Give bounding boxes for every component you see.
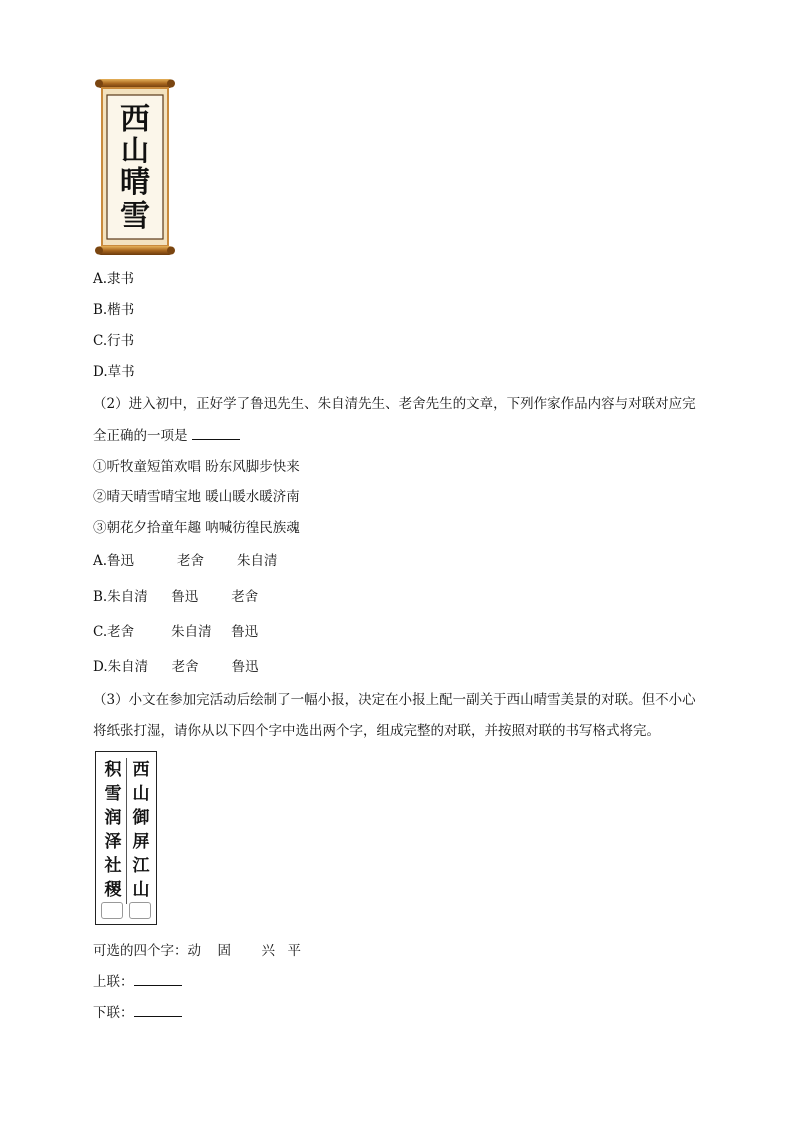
q2-stem-text: 全正确的一项是 [93, 428, 188, 444]
q3-stem-line1: （3）小文在参加完活动后绘制了一幅小报，决定在小报上配一副关于西山晴雪美景的对联。但不小心 [93, 692, 696, 708]
couplet-char: 御 [132, 808, 150, 828]
option-author-1: 朱自清 [107, 589, 148, 605]
q1-option-d [93, 363, 135, 381]
couplet-char: 润 [104, 808, 122, 828]
option-letter: A. [93, 553, 108, 569]
option-author-1: 老舍 [107, 624, 135, 640]
q3-lower-line [93, 1004, 182, 1022]
couplet-right-column [128, 758, 154, 902]
q2-stem-line1: （2）进入初中，正好学了鲁迅先生、朱自清先生、老舍先生的文章，下列作家作品内容与对联对应完 [93, 396, 696, 412]
option-author-2: 朱自清 [171, 624, 212, 640]
option-author-1: 朱自清 [107, 659, 149, 675]
option-author-2: 老舍 [171, 659, 199, 675]
choice-char: 固 [217, 943, 231, 959]
option-letter: B. [93, 589, 108, 605]
scroll-char: 西 [120, 102, 150, 137]
q3-upper-line [93, 973, 182, 991]
upper-answer-blank[interactable] [134, 973, 182, 986]
q2-option-a [93, 552, 278, 570]
option-text: 隶书 [107, 271, 135, 287]
couplet-left-column [100, 758, 126, 902]
couplet-char: 江 [132, 856, 150, 876]
option-author-2: 老舍 [177, 553, 205, 569]
option-letter: D. [93, 659, 108, 675]
couplet-char: 屏 [132, 832, 150, 852]
couplet-char: 雪 [104, 784, 122, 804]
q2-option-b [93, 588, 258, 606]
option-letter: A. [93, 271, 108, 287]
couplet-blank-left [101, 902, 123, 919]
q1-option-c [93, 332, 134, 350]
couplet-char: 山 [132, 880, 150, 900]
couplet-divider [126, 758, 127, 904]
scroll-char: 晴 [120, 165, 150, 200]
q3-choices [93, 942, 301, 960]
couplet-blank-right [129, 902, 151, 919]
choice-char: 兴 [261, 943, 275, 959]
q2-couplet-1: ①听牧童短笛欢唱 盼东风脚步快来 [93, 459, 300, 475]
option-letter: C. [93, 624, 108, 640]
answer-blank[interactable] [192, 427, 240, 440]
choice-char: 动 [187, 943, 201, 959]
choices-label: 可选的四个字： [93, 943, 188, 959]
option-text: 楷书 [107, 302, 135, 318]
option-text: 行书 [107, 333, 135, 349]
q2-couplet-3: ③朝花夕拾童年趣 呐喊彷徨民族魂 [93, 520, 300, 536]
couplet-char: 稷 [104, 880, 122, 900]
couplet-char: 社 [104, 856, 122, 876]
q2-couplet-2: ②晴天晴雪晴宝地 暖山暖水暖济南 [93, 489, 300, 505]
scroll-svg [95, 78, 175, 256]
option-author-3: 朱自清 [237, 553, 278, 569]
lower-answer-blank[interactable] [134, 1004, 182, 1017]
option-letter: D. [93, 364, 108, 380]
lower-label: 下联： [93, 1005, 134, 1021]
q2-stem-line2 [93, 427, 240, 445]
calligraphy-scroll-image [95, 78, 175, 256]
upper-label: 上联： [93, 974, 134, 990]
choice-char: 平 [287, 943, 301, 959]
q1-option-a [93, 270, 134, 288]
couplet-char: 西 [132, 760, 150, 780]
option-text: 草书 [107, 364, 135, 380]
option-author-3: 鲁迅 [231, 659, 259, 675]
q3-stem-line2: 将纸张打湿，请你从以下四个字中选出两个字，组成完整的对联，并按照对联的书写格式将完。 [93, 723, 660, 739]
option-letter: B. [93, 302, 108, 318]
q1-option-b [93, 301, 134, 319]
option-author-1: 鲁迅 [107, 553, 135, 569]
option-author-2: 鲁迅 [171, 589, 199, 605]
option-author-3: 老舍 [231, 589, 259, 605]
option-letter: C. [93, 333, 108, 349]
couplet-image [95, 751, 157, 925]
q2-option-c [93, 623, 258, 641]
couplet-char: 山 [132, 784, 150, 804]
q2-option-d [93, 658, 259, 676]
scroll-char: 雪 [120, 199, 150, 234]
couplet-char: 积 [104, 760, 122, 780]
scroll-char: 山 [120, 134, 150, 167]
option-author-3: 鲁迅 [231, 624, 259, 640]
couplet-char: 泽 [104, 832, 122, 852]
